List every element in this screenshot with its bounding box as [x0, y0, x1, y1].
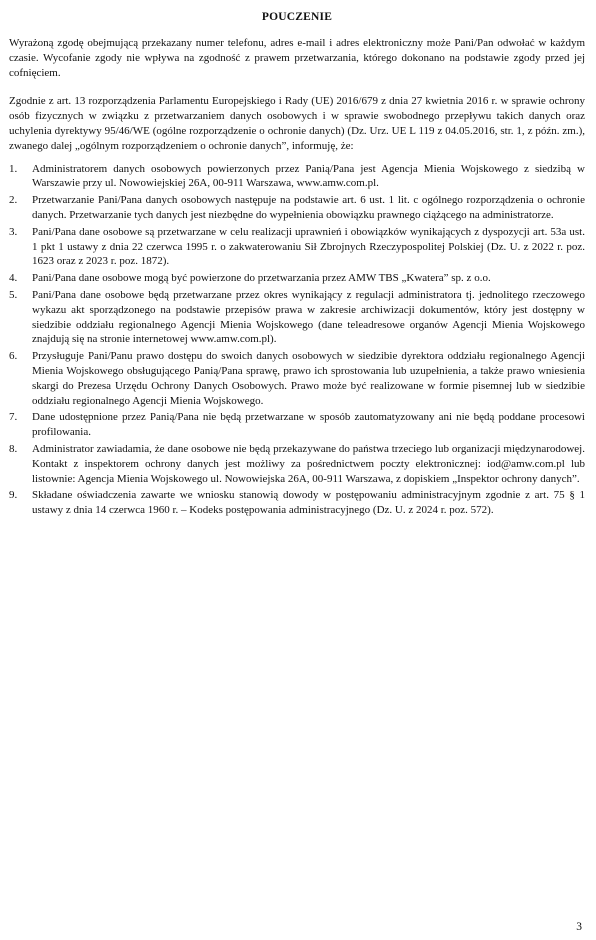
list-item-number: 6. — [9, 350, 18, 363]
list-item-number: 4. — [9, 272, 18, 285]
list-item-text: Pani/Pana dane osobowe będą przetwarzane przez okres wynikający z regulacji administratora tj. jednolitego rzeczowego wykazu akt sporządzonego na podstawie przepisów prawa w zakresie archiwizacji dokumentów, który jest dostępny w siedzibie oddziału regionalnego Agencji Mienia Wojskowego (dane teleadresowe organów Agencji Mienia Wojskowego znajdują się na stronie internetowej www.amw.com.pl). — [32, 288, 585, 346]
list-item-text: Składane oświadczenia zawarte we wniosku stanowią dowody w postępowaniu administracyjnym zgodnie z art. 75 § 1 ustawy z dnia 14 czerwca 1960 r. – Kodeks postępowania administracyjnego (Dz. U. z 2024 r. poz. 572). — [32, 489, 585, 517]
document-page — [9, 10, 585, 520]
page-number: 3 — [576, 921, 582, 933]
list-item — [9, 349, 585, 408]
list-item-text: Przysługuje Pani/Panu prawo dostępu do swoich danych osobowych w siedzibie dyrektora oddziału regionalnego Agencji Mienia Wojskowego obsługującego Panią/Pana sprawę, prawo ich sprostowania lub uzupełnienia, a także prawo wniesienia skargi do Prezesa Urzędu Ochrony Danych Osobowych. Prawo może być realizowane w formie pisemnej lub w siedzibie oddziału regionalnego Agencji Mienia Wojskowego. — [32, 350, 585, 407]
list-item-number: 9. — [9, 489, 18, 502]
information-list — [9, 162, 585, 518]
list-item-text: Pani/Pana dane osobowe mogą być powierzone do przetwarzania przez AMW TBS „Kwatera” sp. z o.o. — [32, 272, 491, 285]
list-item — [9, 225, 585, 269]
list-item — [9, 162, 585, 192]
list-item — [9, 410, 585, 440]
gdpr-intro-paragraph: Zgodnie z art. 13 rozporządzenia Parlamentu Europejskiego i Rady (UE) 2016/679 z dnia 27 kwietnia 2016 r. w sprawie ochrony osób fizycznych w związku z przetwarzaniem danych osobowych i w sprawie swobodnego przepływu takich danych oraz uchylenia dyrektywy 95/46/WE (ogólne rozporządzenie o ochronie danych) (Dz. Urz. UE L 119 z 04.05.2016, str. 1, z późn. zm.), zwanego dalej „ogólnym rozporządzeniem o ochronie danych”, informuję, że: — [9, 95, 585, 152]
list-item-number: 7. — [9, 411, 18, 424]
list-item-number: 2. — [9, 194, 18, 207]
list-item-text: Administratorem danych osobowych powierzonych przez Panią/Pana jest Agencja Mienia Wojskowego z siedzibą w Warszawie przy ul. Nowowiejskiej 26A, 00-911 Warszawa, www.amw.com.pl. — [32, 162, 585, 190]
list-item — [9, 488, 585, 518]
list-item-text: Pani/Pana dane osobowe są przetwarzane w celu realizacji uprawnień i obowiązków wynikających z dyspozycji art. 53a ust. 1 pkt 1 ustawy z dnia 22 czerwca 1995 r. o zakwaterowaniu Sił Zbrojnych Rzeczypospolitej Polskiej (Dz. U. z 2022 r. poz. 1623 oraz z 2023 r. poz. 1872). — [32, 225, 585, 268]
list-item — [9, 271, 585, 286]
list-item-text: Dane udostępnione przez Panią/Pana nie będą przetwarzane w sposób zautomatyzowany ani nie będą poddane procesowi profilowania. — [32, 411, 585, 439]
list-item-number: 5. — [9, 288, 18, 301]
consent-withdrawal-paragraph: Wyrażoną zgodę obejmującą przekazany numer telefonu, adres e-mail i adres elektroniczny może Pani/Pan odwołać w każdym czasie. Wycofanie zgody nie wpływa na zgodność z prawem przetwarzania, którego dokonano na podstawie zgody przed jej cofnięciem. — [9, 37, 585, 79]
list-item-text: Przetwarzanie Pani/Pana danych osobowych następuje na podstawie art. 6 ust. 1 lit. c ogólnego rozporządzenia o ochronie danych. Przetwarzanie tych danych jest niezbędne do wypełnienia obowiązku prawnego ciążącego na administratorze. — [32, 194, 585, 221]
list-item-number: 1. — [9, 162, 18, 175]
list-item — [9, 442, 585, 486]
list-item-text: Administrator zawiadamia, że dane osobowe nie będą przekazywane do państwa trzeciego lub organizacji międzynarodowej. Kontakt z inspektorem ochrony danych jest możliwy za pośrednictwem poczty elektronicznej: iod@amw.com.pl lub listownie: Agencja Mienia Wojskowego ul. Nowowiejska 26A, 00-911 Warszawa, z dopiskiem „Inspektor ochrony danych”. — [32, 442, 585, 485]
list-item — [9, 288, 585, 347]
list-item-number: 8. — [9, 442, 18, 455]
list-item — [9, 193, 585, 223]
document-title: POUCZENIE — [261, 11, 333, 23]
list-item-number: 3. — [9, 225, 18, 238]
